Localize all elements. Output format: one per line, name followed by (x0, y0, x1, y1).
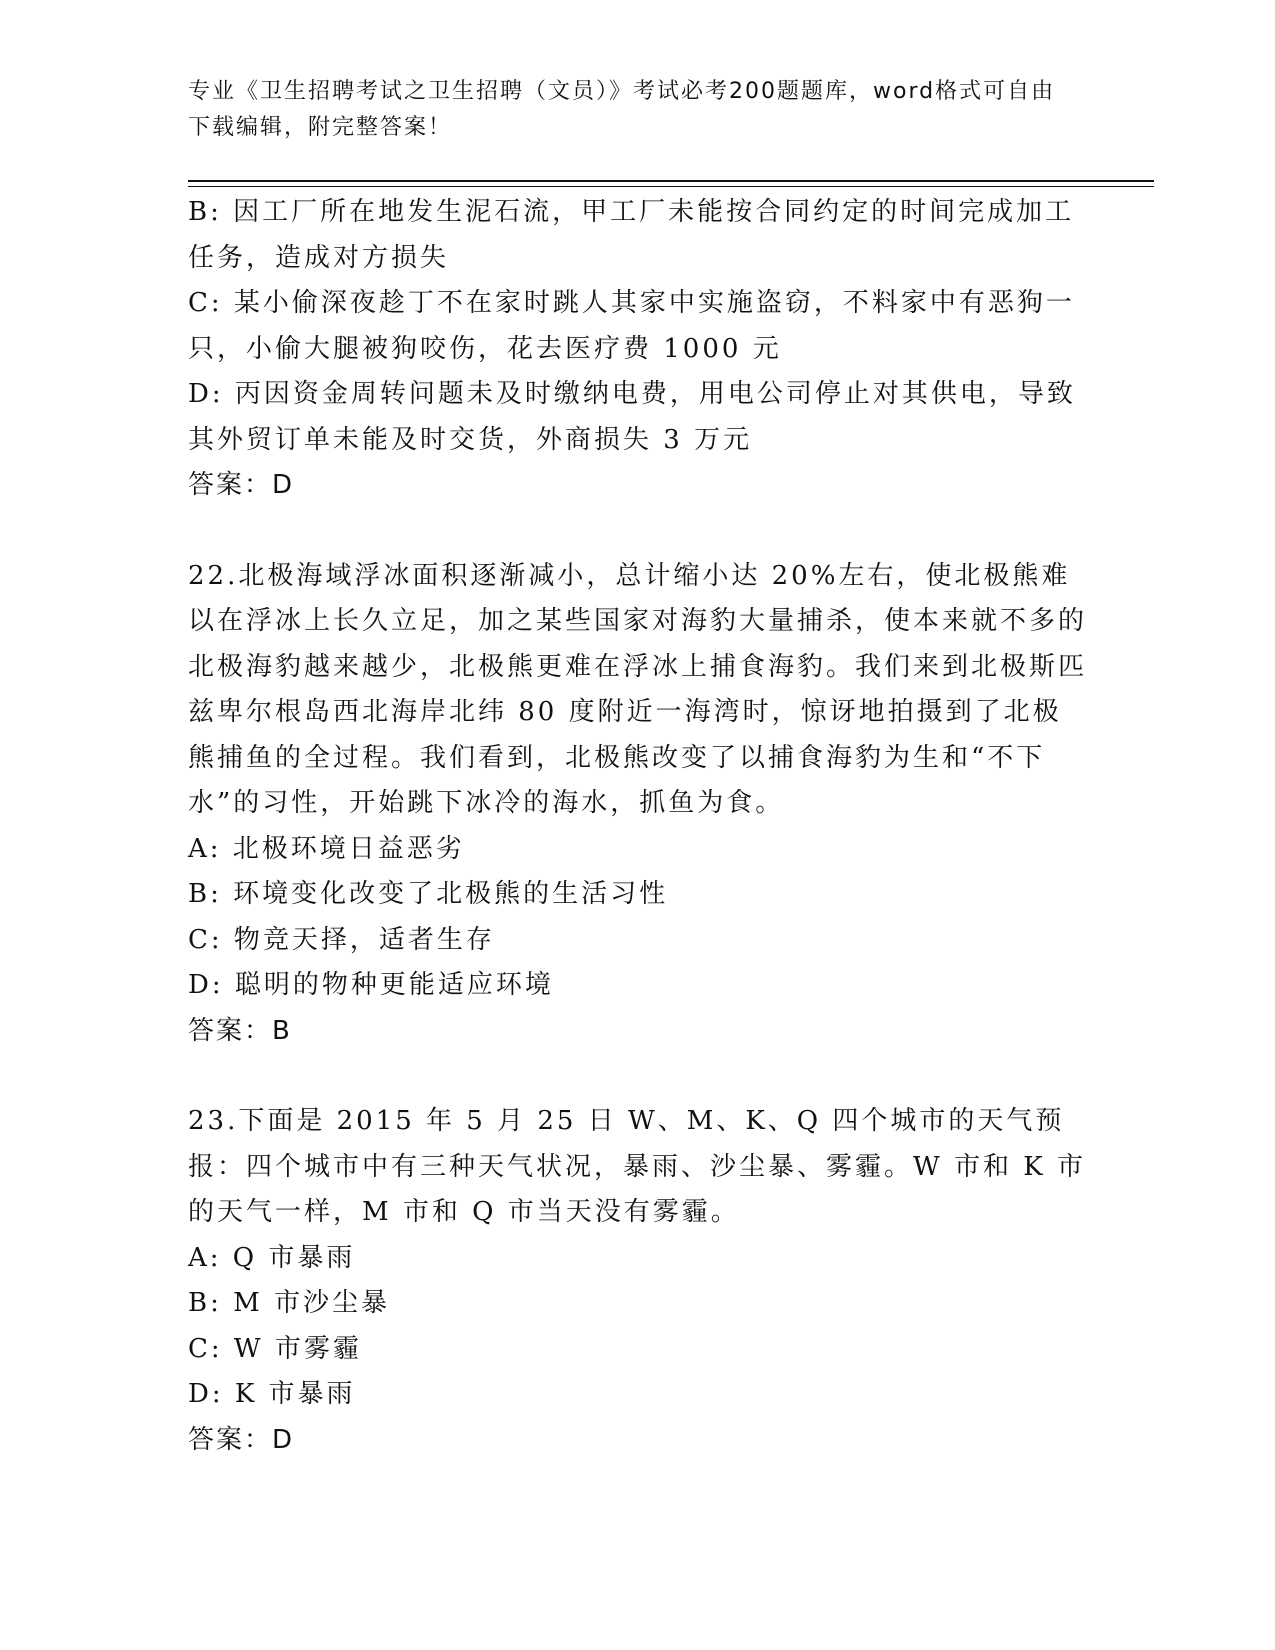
question-22 (188, 554, 1088, 1055)
header-rule-thin (188, 186, 1154, 187)
header-rule-thick (188, 180, 1154, 182)
q21-option-c: C: 某小偷深夜趁丁不在家时跳人其家中实施盗窃，不料家中有恶狗一只，小偷大腿被狗咬伤，花去医疗费 1000 元 (188, 288, 1075, 364)
q21-option-b: B: 因工厂所在地发生泥石流，甲工厂未能按合同约定的时间完成加工任务，造成对方损失 (188, 197, 1075, 273)
q22-option-b: B: 环境变化改变了北极熊的生活习性 (188, 879, 669, 909)
document-body (188, 190, 1088, 1463)
q23-option-c: C: W 市雾霾 (188, 1333, 362, 1364)
q23-stem: 23.下面是 2015 年 5 月 25 日 W、M、K、Q 四个城市的天气预报：四个城市中有三种天气状况，暴雨、沙尘暴、雾霾。W 市和 K 市的天气一样，M 市和 Q 市当天没有雾霾。 (188, 1106, 1086, 1227)
q23-answer: 答案：D (188, 1424, 295, 1455)
question-23 (188, 1099, 1088, 1463)
q22-option-c: C: 物竞天择，适者生存 (188, 924, 495, 955)
q21-option-d: D: 丙因资金周转问题未及时缴纳电费，用电公司停止对其供电，导致其外贸订单未能及时交货，外商损失 3 万元 (188, 379, 1076, 455)
q21-answer: 答案：D (188, 470, 295, 500)
question-21 (188, 190, 1088, 509)
q22-option-d: D: 聪明的物种更能适应环境 (188, 970, 554, 1000)
q22-stem: 22.北极海域浮冰面积逐渐减小，总计缩小达 20%左右，使北极熊难以在浮冰上长久立足，加之某些国家对海豹大量捕杀，使本来就不多的北极海豹越来越少，北极熊更难在浮冰上捕食海豹。我们来到北极斯匹兹卑尔根岛西北海岸北纬 80 度附近一海湾时，惊讶地拍摄到了北极熊捕鱼的全过程。我们看到，北极熊改变了以捕食海豹为生和“不下水”的习性，开始跳下冰冷的海水，抓鱼为食。 (188, 560, 1088, 818)
q23-option-b: B: M 市沙尘暴 (188, 1288, 391, 1318)
q23-option-d: D: K 市暴雨 (188, 1379, 356, 1409)
q22-answer: 答案：B (188, 1015, 292, 1046)
document-header: 专业《卫生招聘考试之卫生招聘（文员）》考试必考200题题库，word格式可自由下载编辑，附完整答案！ (188, 79, 1056, 140)
q23-option-a: A: Q 市暴雨 (188, 1242, 356, 1273)
q22-option-a: A: 北极环境日益恶劣 (188, 833, 465, 864)
spacer (188, 1054, 1088, 1099)
spacer (188, 509, 1088, 554)
